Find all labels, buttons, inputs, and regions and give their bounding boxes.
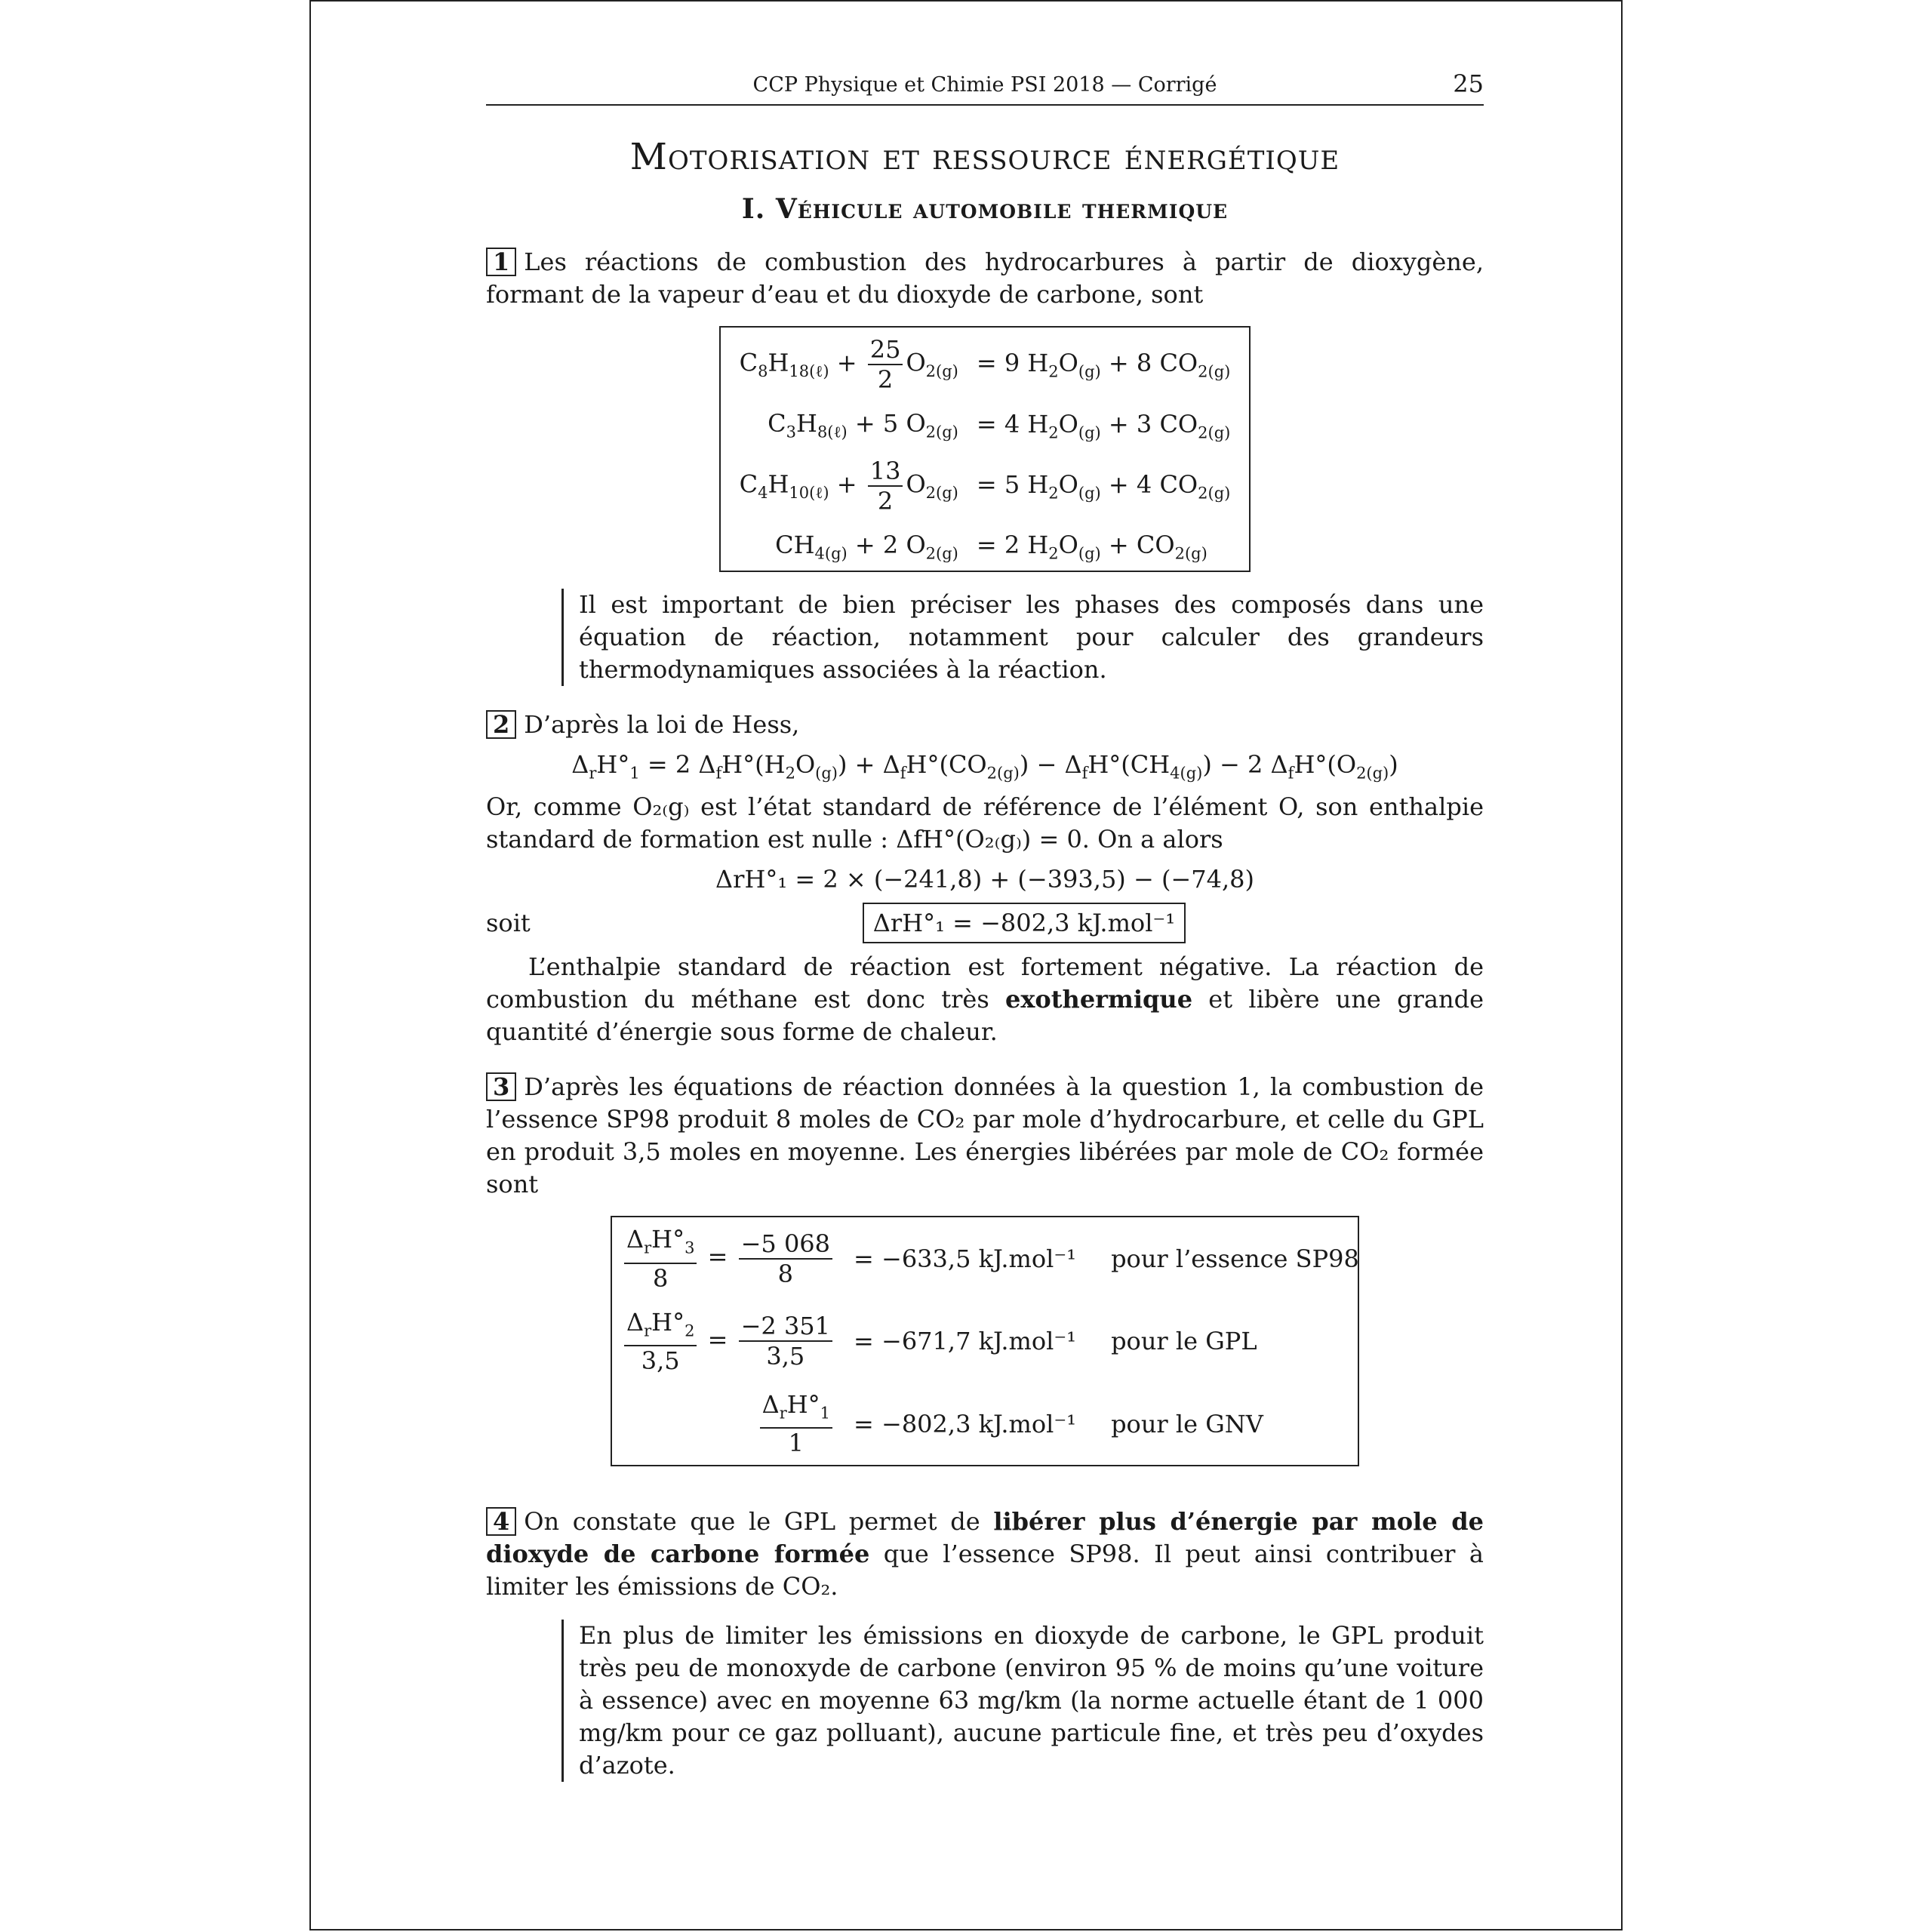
question-number: 1 — [486, 248, 516, 276]
q2-calculation: ΔrH°₁ = 2 × (−241,8) + (−393,5) − (−74,8) — [715, 865, 1254, 894]
remark-note: En plus de limiter les émissions en dioxyde de carbone, le GPL produit très peu de monoxyde de carbone (environ 95 % de moins qu’une voiture à essence) avec en moyenne 63 mg/km (la norme actuelle étant de 1 000 mg/km pour ce gaz polluant), aucune particule fine, et très peu d’oxydes d’azote. — [561, 1620, 1484, 1782]
running-title: CCP Physique et Chimie PSI 2018 — Corrigé — [752, 73, 1217, 97]
q3-paragraph: 3 D’après les équations de réaction données à la question 1, la combustion de l’essence SP98 produit 8 moles de CO₂ par mole d’hydrocarbure, et celle du GPL en produit 3,5 moles en moyenne. Les énergies libérées par mole de CO₂ formée sont — [486, 1072, 1484, 1199]
equation-butane: $C_4H_{10(\ell)}$ + $\frac{13}{2}$ $O_{2(g)}$ = 5 $H_2O_{(g)} + 4$ $CO_{2(g)}$ — [739, 457, 1231, 516]
remark-note: Il est important de bien préciser les phases des composés dans une équation de réaction, notamment pour calculer des grandeurs thermodynamiques associées à la réaction. — [561, 589, 1484, 686]
q1-paragraph: 1 Les réactions de combustion des hydrocarbures à partir de dioxygène, formant de la vapeur d’eau et du dioxyde de carbone, sont — [486, 248, 1484, 309]
hess-law-equation: $\Delta_rH^\circ_1 = 2$ $\Delta_fH^\circ(H_2O_{(g)}) + \Delta_fH^\circ(CO_{2(g)}) - \Delta_fH^\circ(CH_{4(g)}) - 2$ $\Delta_fH^\circ(O_{2(g)})$ — [571, 749, 1398, 783]
energy-row-gnv: $\frac{\Delta_rH^\circ_1}{1}$ = −802,3 kJ.mol⁻¹ pour le GNV — [612, 1383, 1368, 1465]
equation-methane: $CH_{4(g)} + 2$ $O_{2(g)}$ = 2 $H_2O_{(g)} + CO_{2(g)}$ — [775, 531, 1208, 563]
document-page — [309, 0, 1623, 1930]
question-number: 2 — [486, 710, 516, 739]
q2-reference-state: Or, comme O₂₍g₎ est l’état standard de référence de l’élément O, son enthalpie standard de formation est nulle : ΔfH°(O₂₍g₎) = 0. On a alors — [486, 792, 1484, 854]
energy-row-sp98: $\frac{\Delta_rH^\circ_3}{8}$ = $\frac{-5 068}{8}$ = −633,5 kJ.mol⁻¹ pour l’essence SP98 — [612, 1217, 1368, 1300]
q2-result-box: ΔrH°₁ = −802,3 kJ.mol⁻¹ — [863, 903, 1186, 943]
q2-result-row: soit ΔrH°₁ = −802,3 kJ.mol⁻¹ — [486, 903, 1484, 943]
energy-per-co2-box — [611, 1216, 1359, 1466]
chapter-title: Motorisation et ressource énergétique — [629, 136, 1340, 178]
q2-paragraph: 2 D’après la loi de Hess, — [486, 709, 1484, 741]
equation-octane: $C_8H_{18(\ell)}$ + $\frac{25}{2}$ $O_{2(g)}$ = 9 $H_2O_{(g)} + 8$ $CO_{2(g)}$ — [739, 335, 1231, 394]
equation-propane: $C_3H_{8(\ell)} + 5$ $O_{2(g)}$ = 4 $H_2O_{(g)} + 3$ $CO_{2(g)}$ — [768, 409, 1231, 441]
energy-row-gpl: $\frac{\Delta_rH^\circ_2}{3,5}$ = $\frac{-2 351}{3,5}$ = −671,7 kJ.mol⁻¹ pour le GPL — [612, 1300, 1368, 1383]
q2-comment: L’enthalpie standard de réaction est fortement négative. La réaction de combustion du méthane est donc très exothermique et libère une grande quantité d’énergie sous forme de chaleur. — [486, 952, 1484, 1047]
combustion-equations-box — [719, 326, 1251, 572]
page-content — [486, 69, 1484, 1804]
question-number: 3 — [486, 1072, 516, 1101]
page-number: 25 — [1453, 69, 1484, 98]
running-header — [486, 69, 1484, 106]
q4-paragraph: 4 On constate que le GPL permet de libérer plus d’énergie par mole de dioxyde de carbone formée que l’essence SP98. Il peut ainsi contribuer à limiter les émissions de CO₂. — [486, 1507, 1484, 1601]
fraction: $\frac{13}{2}$ — [868, 457, 903, 515]
fraction: $\frac{25}{2}$ — [868, 335, 903, 394]
section-title: I. Véhicule automobile thermique — [741, 193, 1229, 225]
question-number: 4 — [486, 1507, 516, 1536]
